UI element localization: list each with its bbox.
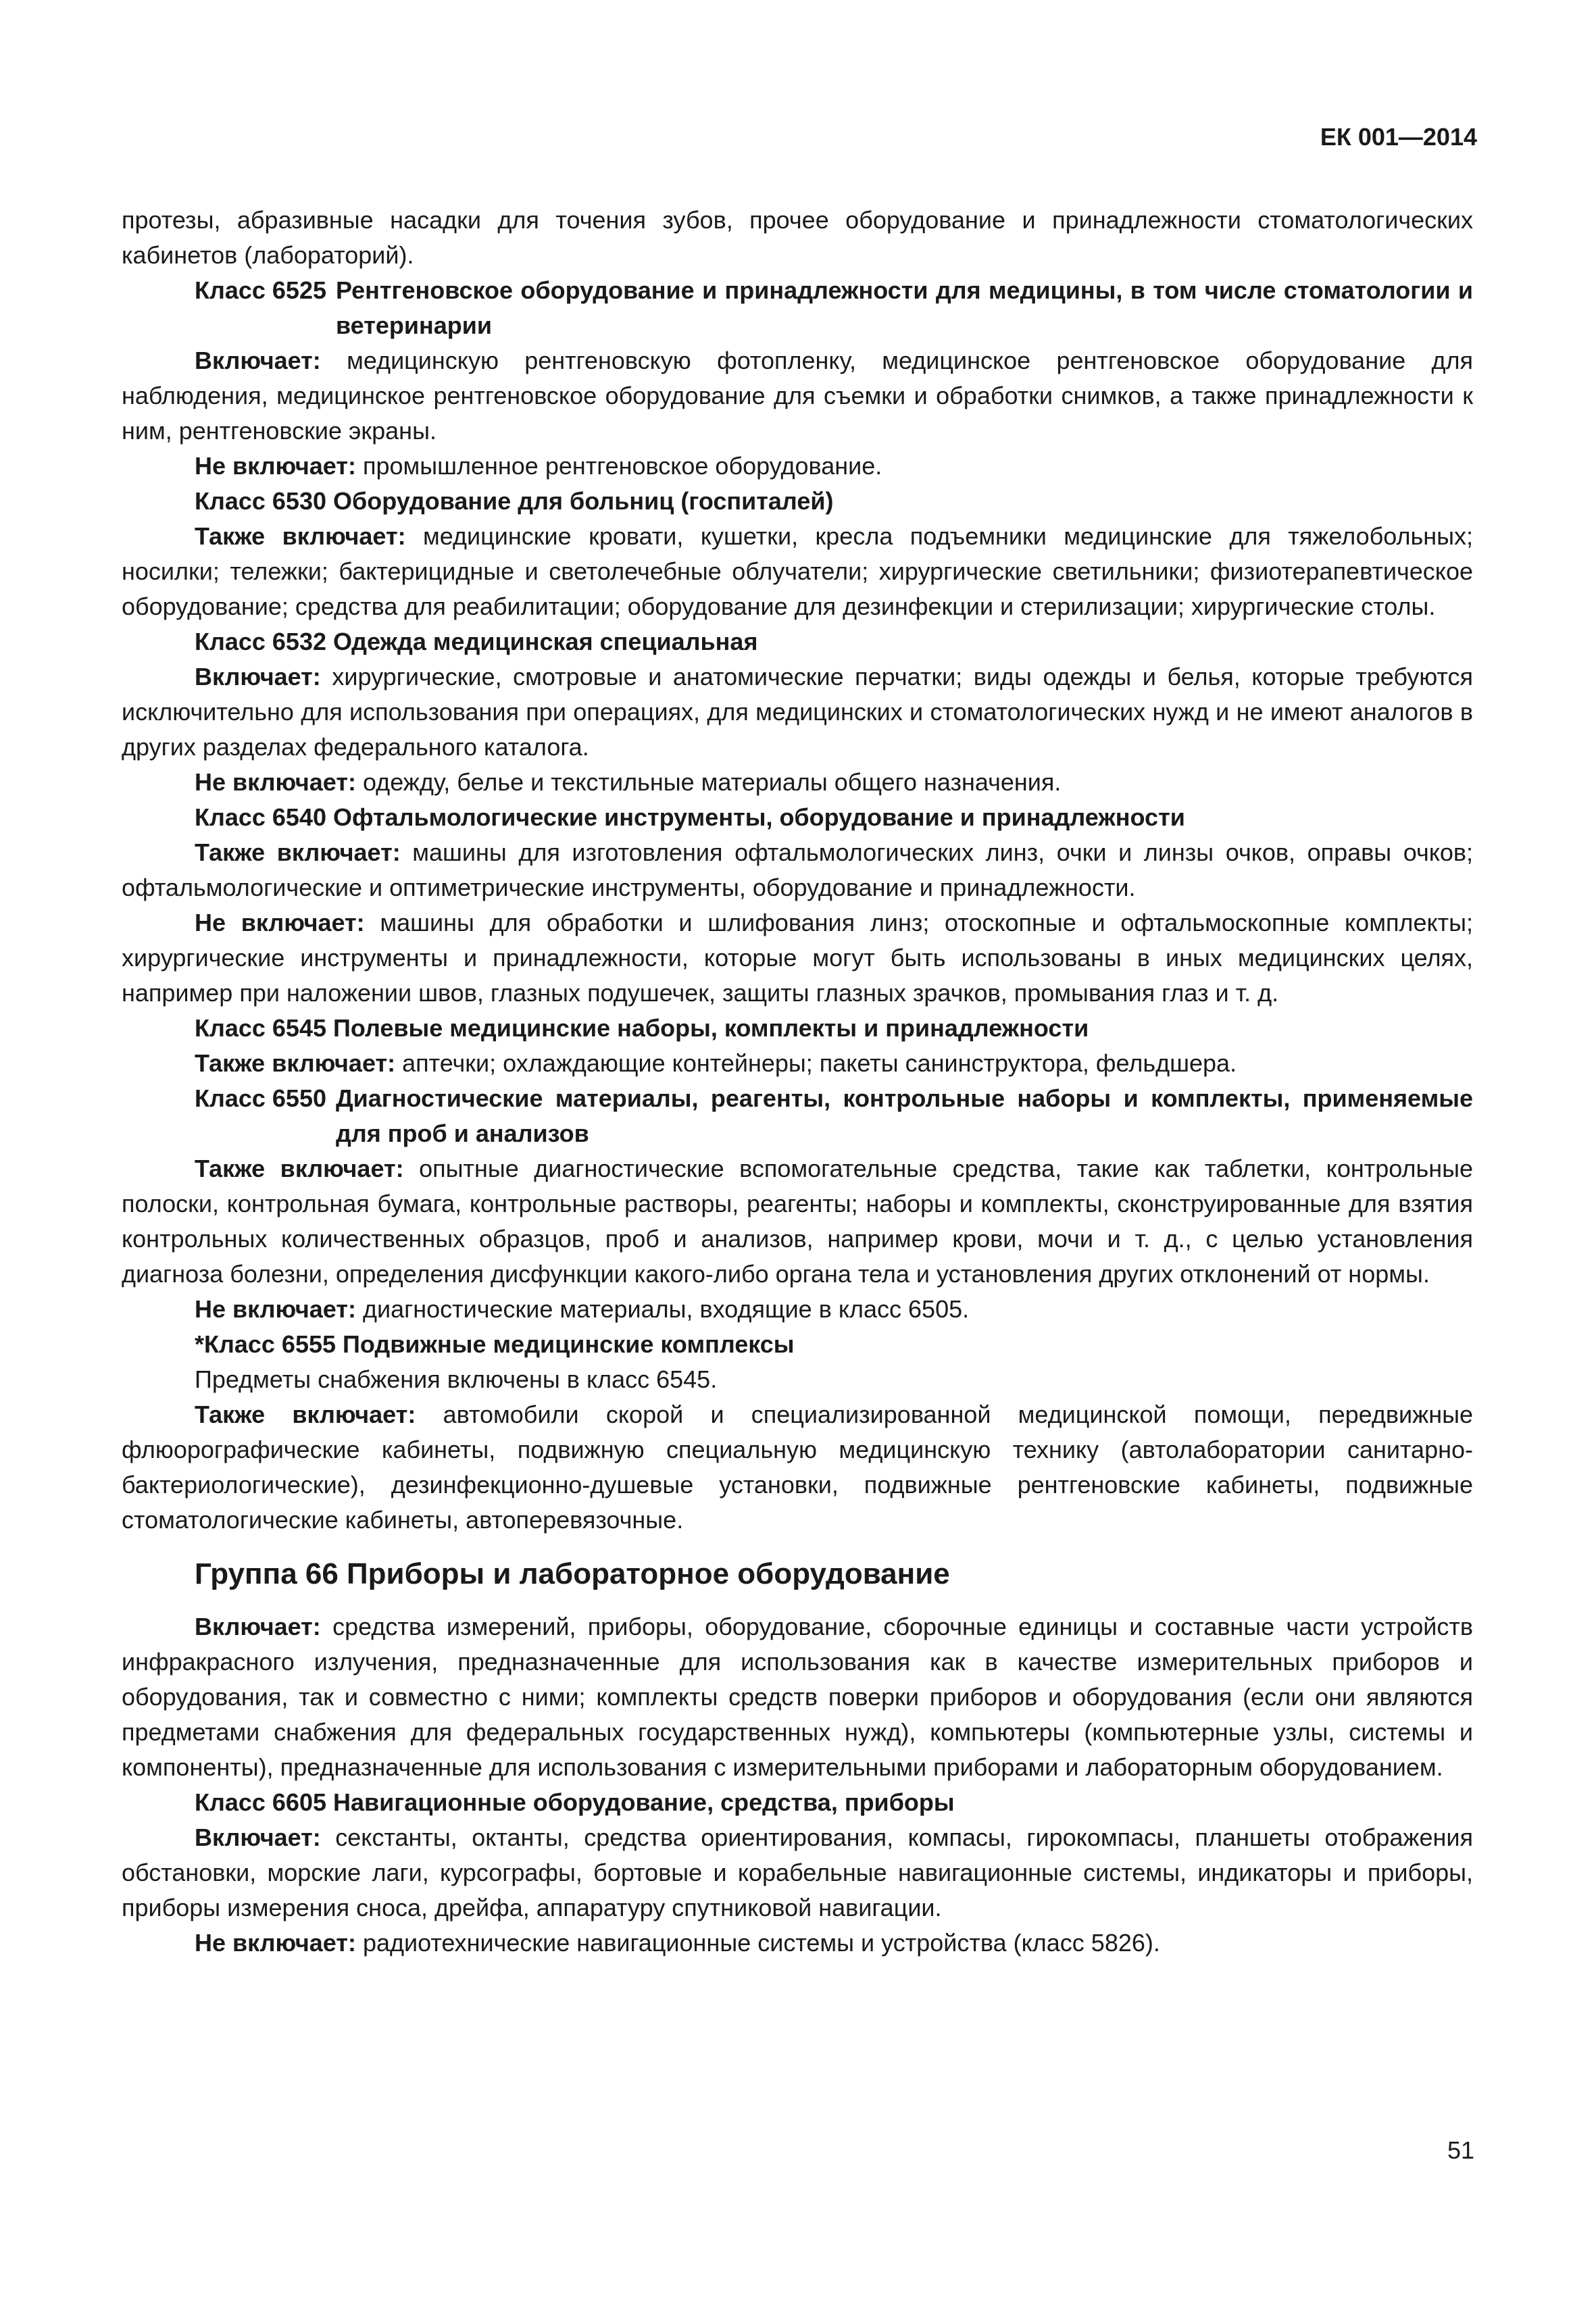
class-title: Диагностические материалы, реагенты, контрольные наборы и комплекты, применяемые для проб и анализов <box>336 1084 1473 1147</box>
includes-label: Также включает: <box>195 1155 404 1182</box>
class-6532-includes <box>122 659 1473 765</box>
excludes-label: Не включает: <box>195 452 356 480</box>
page-number: 51 <box>1447 2136 1474 2164</box>
includes-text: аптечки; охлаждающие контейнеры; пакеты санинструктора, фельдшера. <box>395 1049 1237 1077</box>
class-6550-heading <box>122 1081 1473 1151</box>
includes-text: опытные диагностические вспомогательные средства, такие как таблетки, контрольные полоски, контрольная бумага, контрольные растворы, реагенты; наборы и комплекты, сконструированные для взятия контрольных количественных образцов, проб и анализов, например крови, мочи и т. д., с целью установления диагноза болезни, определения дисфункции какого-либо органа тела и установления других отклонений от нормы. <box>122 1155 1473 1288</box>
class-6540-excludes <box>122 905 1473 1011</box>
class-6532-heading: Класс 6532 Одежда медицинская специальная <box>195 628 758 655</box>
class-code: Класс 6525 <box>195 276 326 304</box>
excludes-text: машины для обработки и шлифования линз; отоскопные и офтальмоскопные комплекты; хирургические инструменты и принадлежности, которые могут быть использованы в иных медицинских целях, например при наложении швов, глазных подушечек, защиты глазных зрачков, промывания глаз и т. д. <box>122 909 1473 1007</box>
class-6555-note: Предметы снабжения включены в класс 6545. <box>195 1365 718 1393</box>
includes-text: машины для изготовления офтальмологических линз, очки и линзы очков, оправы очков; офтальмологические и оптиметрические инструменты, оборудование и принадлежности. <box>122 838 1473 901</box>
class-6550-includes <box>122 1151 1473 1292</box>
excludes-text: диагностические материалы, входящие в класс 6505. <box>355 1295 970 1323</box>
includes-label: Включает: <box>195 1823 321 1851</box>
excludes-label: Не включает: <box>195 909 365 936</box>
class-6532-excludes <box>122 765 1473 800</box>
class-6555-heading: *Класс 6555 Подвижные медицинские комплексы <box>195 1330 795 1358</box>
includes-text: секстанты, октанты, средства ориентирования, компасы, гирокомпасы, планшеты отображения обстановки, морские лаги, курсографы, бортовые и корабельные навигационные системы, индикаторы и приборы, приборы измерения сноса, дрейфа, аппаратуру спутниковой навигации. <box>122 1823 1473 1921</box>
class-6540-includes <box>122 835 1473 905</box>
includes-text: хирургические, смотровые и анатомические перчатки; виды одежды и белья, которые требуются исключительно для использования при операциях, для медицинских и стоматологических нужд и не имеют аналогов в других разделах федерального каталога. <box>122 663 1473 761</box>
class-6525-includes <box>122 343 1473 449</box>
includes-text: средства измерений, приборы, оборудование, сборочные единицы и составные части устройств инфракрасного излучения, предназначенные для использования как в качестве измерительных приборов и оборудования, так и совместно с ними; комплекты средств поверки приборов и оборудования (если они являются предметами снабжения для федеральных государственных нужд), компьютеры (компьютерные узлы, системы и компоненты), предназначенные для использования с измерительными приборами и лабораторным оборудованием. <box>122 1613 1473 1781</box>
excludes-label: Не включает: <box>195 1929 356 1957</box>
excludes-label: Не включает: <box>195 1295 356 1323</box>
class-6525-excludes <box>122 449 1473 484</box>
class-6555-includes <box>122 1397 1473 1538</box>
class-6525-heading <box>122 273 1473 343</box>
class-code: Класс 6550 <box>195 1084 326 1112</box>
includes-label: Также включает: <box>195 838 401 866</box>
class-6530-heading: Класс 6530 Оборудование для больниц (госпиталей) <box>195 487 834 515</box>
class-6605-excludes <box>122 1926 1473 1961</box>
group-66-heading: Группа 66 Приборы и лабораторное оборудование <box>195 1557 950 1590</box>
includes-label: Также включает: <box>195 1049 396 1077</box>
excludes-label: Не включает: <box>195 768 356 796</box>
excludes-text: одежду, белье и текстильные материалы общего назначения. <box>355 768 1062 796</box>
document-body <box>122 203 1473 1961</box>
group-66-includes <box>122 1609 1473 1785</box>
class-6605-heading: Класс 6605 Навигационные оборудование, средства, приборы <box>195 1788 955 1816</box>
intro-paragraph: протезы, абразивные насадки для точения зубов, прочее оборудование и принадлежности стоматологических кабинетов (лабораторий). <box>122 206 1473 269</box>
includes-label: Включает: <box>195 1613 321 1640</box>
class-6545-includes <box>122 1046 1473 1081</box>
class-title: Рентгеновское оборудование и принадлежности для медицины, в том числе стоматологии и ветеринарии <box>336 276 1473 339</box>
includes-text: медицинские кровати, кушетки, кресла подъемники медицинские для тяжелобольных; носилки; тележки; бактерицидные и светолечебные облучатели; хирургические светильники; физиотерапевтическое оборудование; средства для реабилитации; оборудование для дезинфекции и стерилизации; хирургические столы. <box>122 522 1473 620</box>
includes-label: Включает: <box>195 347 321 374</box>
class-6540-heading: Класс 6540 Офтальмологические инструменты, оборудование и принадлежности <box>195 803 1185 831</box>
class-6545-heading: Класс 6545 Полевые медицинские наборы, комплекты и принадлежности <box>195 1014 1089 1042</box>
excludes-text: промышленное рентгеновское оборудование. <box>355 452 882 480</box>
class-6550-excludes <box>122 1292 1473 1327</box>
class-6605-includes <box>122 1820 1473 1926</box>
excludes-text: радиотехнические навигационные системы и устройства (класс 5826). <box>355 1929 1160 1957</box>
document-header: ЕК 001—2014 <box>1320 123 1477 151</box>
includes-label: Также включает: <box>195 522 406 550</box>
class-6530-includes <box>122 519 1473 624</box>
includes-label: Включает: <box>195 663 321 690</box>
includes-label: Также включает: <box>195 1401 416 1428</box>
includes-text: медицинскую рентгеновскую фотопленку, медицинское рентгеновское оборудование для наблюдения, медицинское рентгеновское оборудование для съемки и обработки снимков, а также принадлежности к ним, рентгеновские экраны. <box>122 347 1473 445</box>
includes-text: автомобили скорой и специализированной медицинской помощи, передвижные флюорографические кабинеты, подвижную специальную медицинскую технику (автолаборатории санитарно-бактериологические), дезинфекционно-душевые установки, подвижные рентгеновские кабинеты, подвижные стоматологические кабинеты, автоперевязочные. <box>122 1401 1474 1534</box>
